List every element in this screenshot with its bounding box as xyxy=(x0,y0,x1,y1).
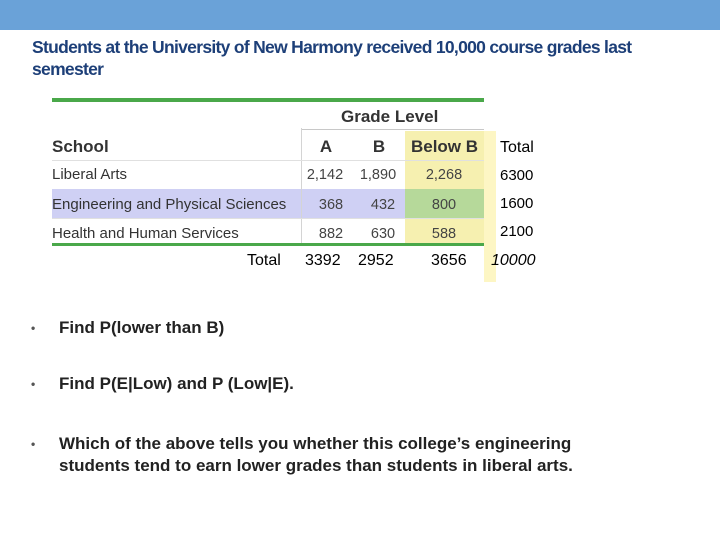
totals-label: Total xyxy=(247,252,281,269)
total-a: 3392 xyxy=(305,252,341,269)
bullet-text: Find P(lower than B) xyxy=(59,318,225,337)
total-b: 2952 xyxy=(358,252,394,269)
table-cell: 2,142 xyxy=(306,167,344,183)
row-divider xyxy=(52,218,484,219)
column-header-b: B xyxy=(372,137,386,156)
total-header: Total xyxy=(500,139,534,156)
table-bottom-border xyxy=(52,243,484,246)
table-top-border xyxy=(52,98,484,102)
total-below-b: 3656 xyxy=(431,252,467,269)
top-accent-bar xyxy=(0,0,720,30)
table-cell: 588 xyxy=(431,226,457,242)
bullet-item xyxy=(31,317,631,339)
bullet-item xyxy=(31,373,631,395)
column-header-below-b: Below B xyxy=(410,137,479,156)
column-header-a: A xyxy=(319,137,333,156)
school-name: Liberal Arts xyxy=(52,166,128,183)
bullet-text: Find P(E|Low) and P (Low|E). xyxy=(59,374,294,393)
column-divider xyxy=(301,128,302,243)
school-header: School xyxy=(52,137,109,156)
row-divider xyxy=(52,160,484,161)
table-cell: 2,268 xyxy=(425,167,463,183)
school-name: Health and Human Services xyxy=(52,225,239,242)
grade-level-underline xyxy=(301,129,484,130)
slide-title: Students at the University of New Harmony received 10,000 course grades last semester xyxy=(32,37,632,79)
table-cell: 630 xyxy=(370,226,396,242)
bullet-text: Which of the above tells you whether this college’s engineering students tend to earn lower grades than students in liberal arts. xyxy=(59,434,573,475)
row-total: 6300 xyxy=(500,167,534,184)
row-total: 1600 xyxy=(500,195,534,212)
school-name: Engineering and Physical Sciences xyxy=(52,196,287,213)
table-cell: 432 xyxy=(370,197,396,213)
table-cell: 800 xyxy=(431,197,457,213)
bullet-dot: • xyxy=(31,377,36,391)
row-total: 2100 xyxy=(500,223,534,240)
table-cell: 368 xyxy=(318,197,344,213)
bullet-item xyxy=(31,433,621,477)
grade-level-header: Grade Level xyxy=(341,107,439,126)
bullet-dot: • xyxy=(31,321,36,335)
table-cell: 1,890 xyxy=(359,167,397,183)
grand-total: 10000 xyxy=(491,252,536,269)
bullet-dot: • xyxy=(31,437,36,451)
table-cell: 882 xyxy=(318,226,344,242)
